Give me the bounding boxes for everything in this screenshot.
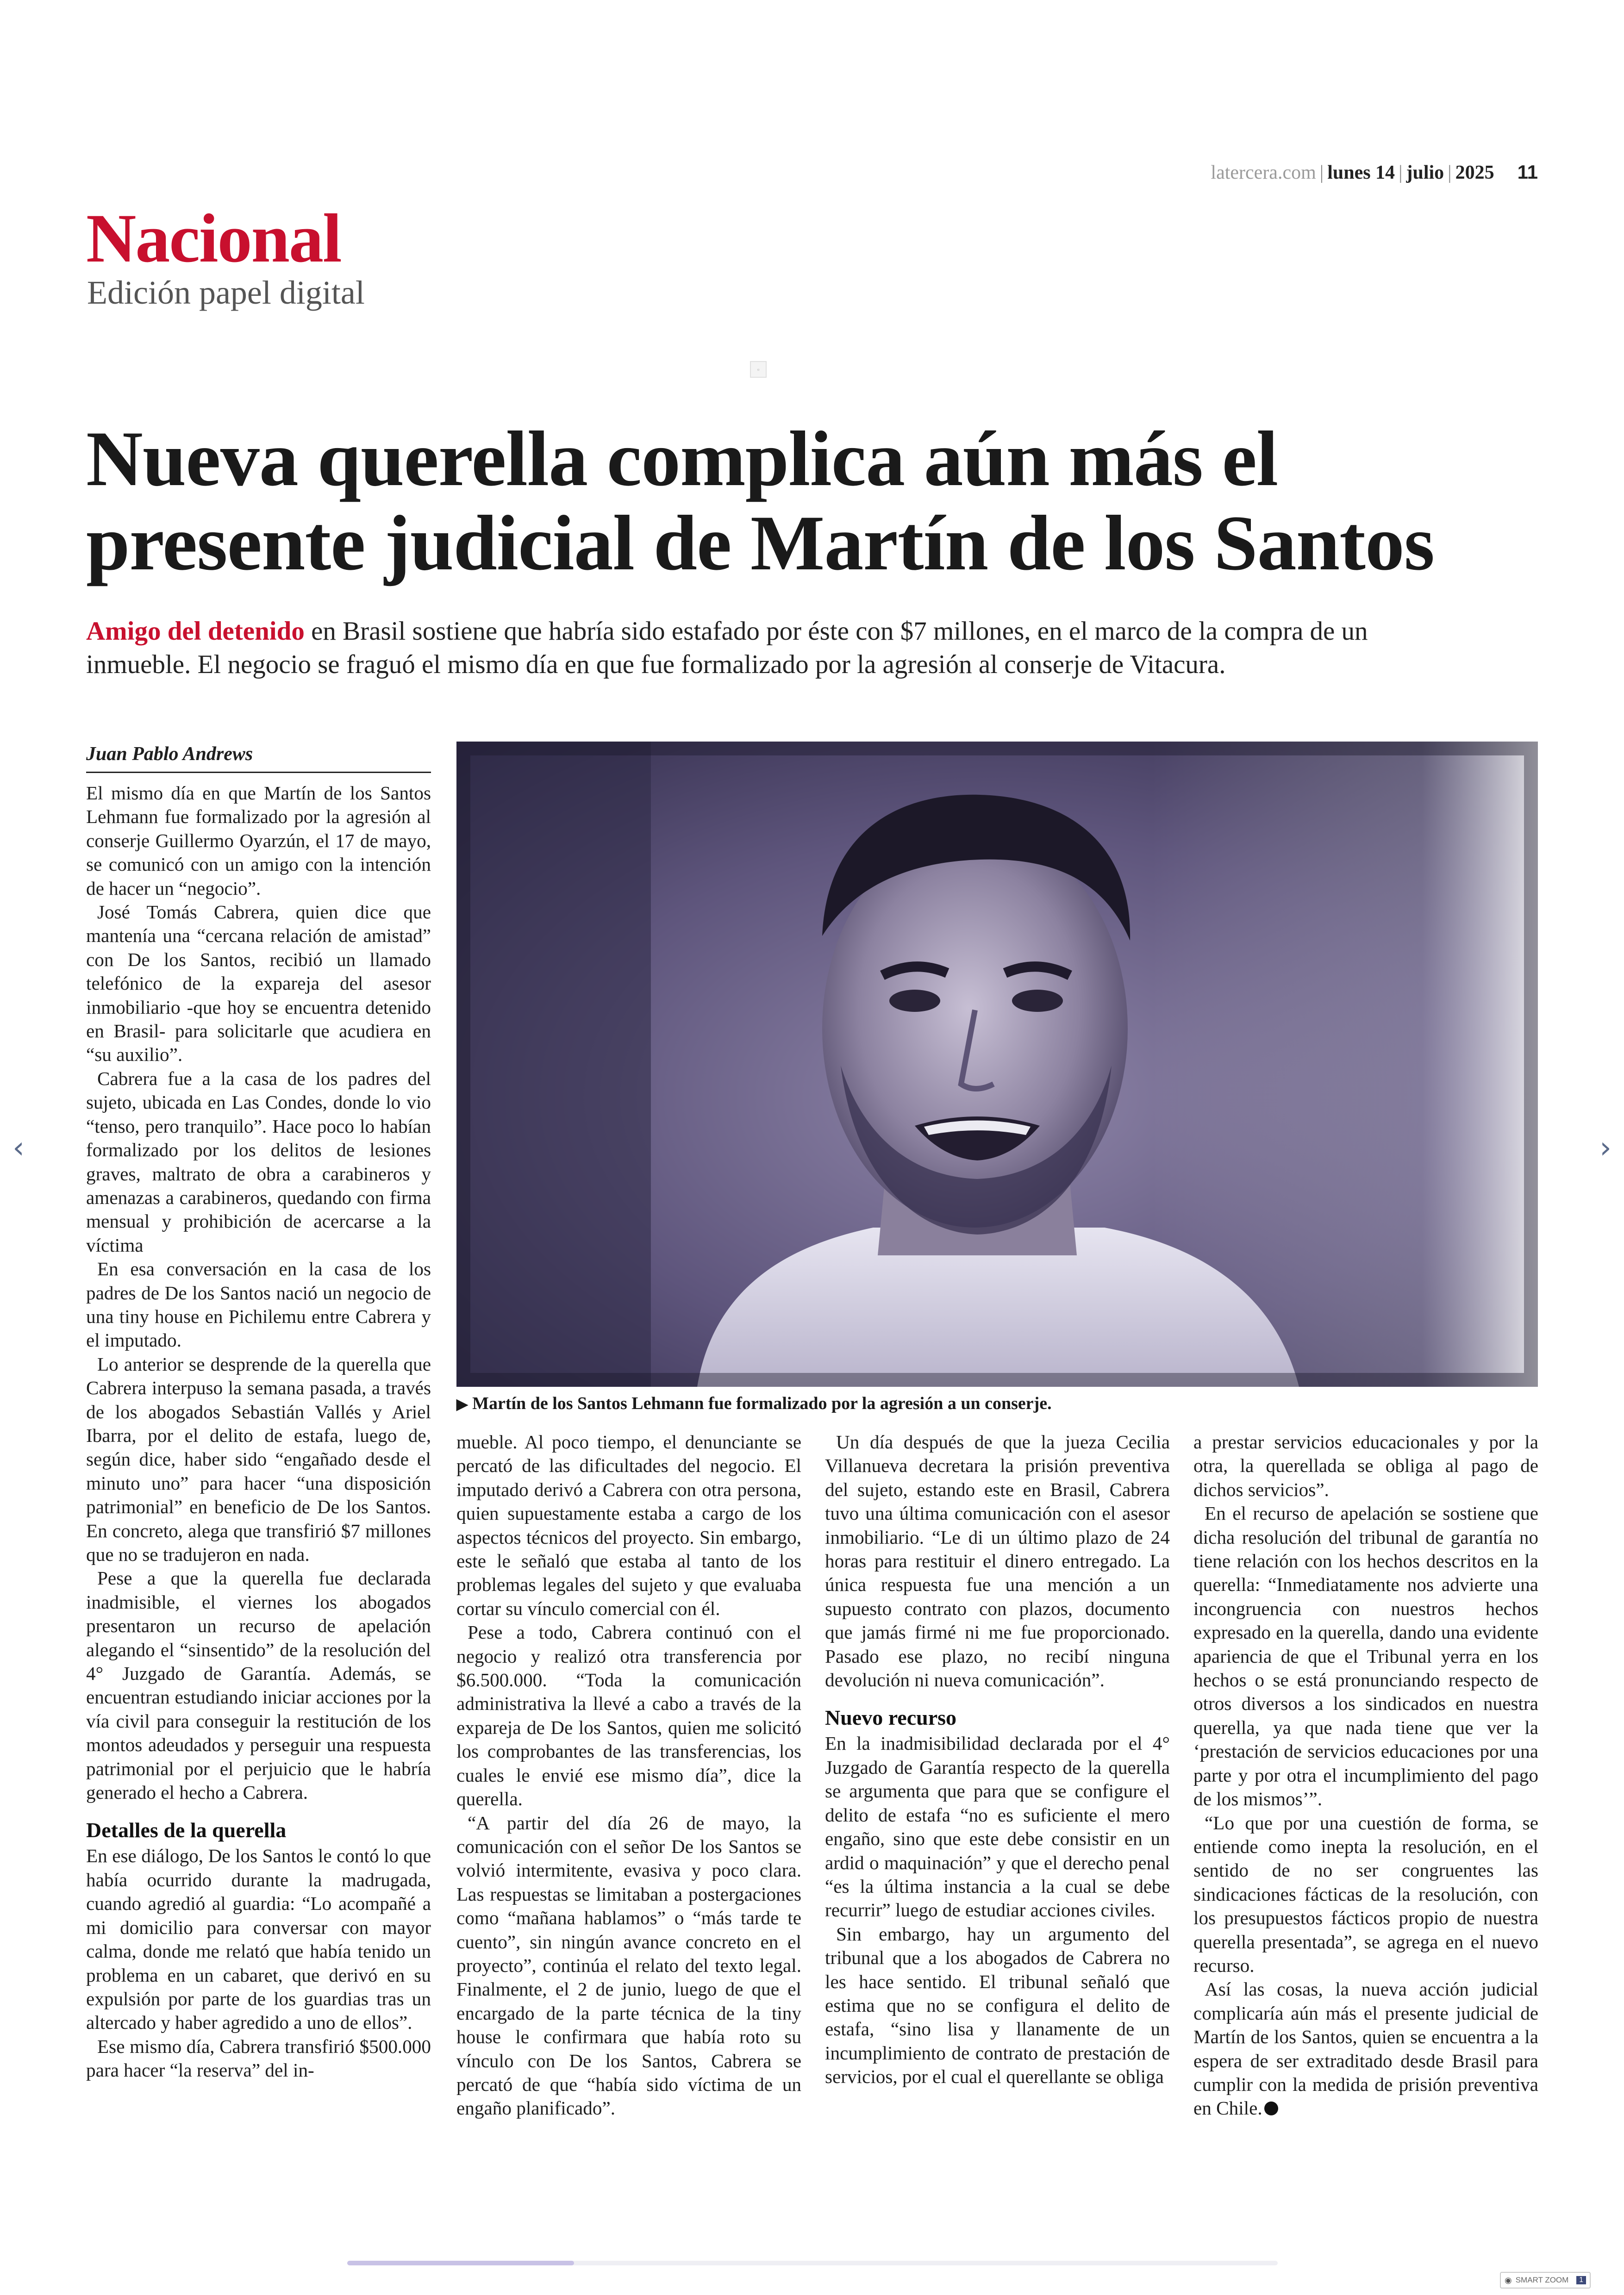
body-paragraph: En ese diálogo, De los Santos le contó lo que había ocurrido durante la madrugada, cuando agredió al guardia: “Lo acompañé a mi domicilio para conversar con mayor calma, donde me relató que había tenido un problema en un cabaret, que derivó en su expulsión por parte de los guardias tras un altercado y haber agredido a uno de ellos”. [86,1845,431,2033]
body-paragraph: “Lo que por una cuestión de forma, se entiende como inepta la resolución, en el sentido de no ser congruentes las sindicaciones fácticas de la resolución, con los presupuestos fácticos propio de nuestra querella presentada”, se agrega en el nuevo recurso. [1193,1812,1538,1976]
site-name: latercera.com [1211,162,1316,183]
body-paragraph: En el recurso de apelación se sostiene que dicha resolución del tribunal de garantía no tiene relación con los hechos descritos en la querella: “Inmediatamente nos advierte una incongruencia con nuestros hechos expresado en la querella, dando una evidente apariencia de que el Tribunal yerra en los hechos o se está pronunciando respecto de otros diversos a los sindicados en nuestra querella, ya que nada tiene que ver la ‘prestación de servicios educaciones por una parte y por otra el incumplimiento del pago de los mismos’”. [1193,1503,1538,1810]
page-number: 11 [1517,161,1538,183]
body-paragraph: El mismo día en que Martín de los Santos Lehmann fue formalizado por la agresión al conserje Guillermo Oyarzún, el 17 de mayo, se comunicó con un amigo con la intención de hacer un “negocio”. [86,782,431,899]
issue-year: 2025 [1455,162,1494,183]
issue-meta: latercera.com | lunes 14 | julio | 2025 11 [1211,161,1538,183]
byline: Juan Pablo Andrews [86,743,431,773]
body-paragraph: Un día después de que la jueza Cecilia Villanueva decretara la prisión preventiva del sujeto, estando este en Brasil, Cabrera tuvo una última comunicación con el asesor inmobiliario. “Le di un último plazo de 24 horas para restituir el dinero entregado. La única respuesta fue una mención a un supuesto contrato con plazos, documento que jamás firmé ni me fue proporcionado. Pasado ese plazo, no recibí ninguna devolución ni nueva comunicación”. [825,1431,1170,1691]
body-paragraph: José Tomás Cabrera, quien dice que mantenía una “cercana relación de amistad” con De los Santos, recibió un llamado telefónico de la expareja del asesor inmobiliario -que hoy se encuentra detenido en Brasil- para solicitarle que acudiera en “su auxilio”. [86,901,431,1066]
final-paragraph-text: Así las cosas, la nueva acción judicial complicaría aún más el presente judicial de Martín de los Santos, quien se encuentra a la espera de ser extraditado desde Brasil para cumplir con la medida de prisión preventiva en Chile. [1193,1978,1538,2119]
previous-page-icon[interactable]: ‹ [12,1131,25,1165]
ad-placeholder-icon: ▫ [750,361,767,378]
caption-triangle-icon: ▶ [456,1396,468,1412]
body-paragraph: Sin embargo, hay un argumento del tribunal que a los abogados de Cabrera no les hace sentido. El tribunal señaló que estima que no se configura el delito de estafa, “sino lisa y llanamente de un incumplimiento de contrato de prestación de servicios, por el cual el querellante se obliga [825,1923,1170,2088]
body-paragraph: En la inadmisibilidad declarada por el 4° Juzgado de Garantía respecto de la querella se argumenta que para que se configure el delito de estafa “no es suficiente el mero engaño, sino que este debe consistir en un ardid o maquinación” y que el derecho penal “es la última instancia a la cual se debe recurrir” luego de estudiar acciones civiles. [825,1733,1170,1921]
body-paragraph: a prestar servicios educacionales y por la otra, la querellada se obliga al pago de dichos servicios”. [1193,1431,1538,1500]
section-title: Nacional [86,200,341,277]
body-paragraph: Pese a que la querella fue declarada inadmisible, el viernes los abogados presentaron un recurso de apelación alegando el “sinsentido” de la resolución del 4° Juzgado de Garantía. Además, se encuentran estudiando iniciar acciones por la vía civil para conseguir la restitución de los montos adeudados y perseguir una respuesta patrimonial por el perjuicio que le habría generado el hecho a Cabrera. [86,1567,431,1803]
issue-day: lunes 14 [1327,162,1395,183]
page-scrollbar[interactable] [347,2261,1278,2265]
photo-caption [456,1393,1538,1414]
article-lede [86,615,1447,681]
smart-zoom-label: SMART ZOOM [1515,2276,1569,2284]
photo-portrait-illustration [456,742,1538,1387]
eye-icon: ◉ [1505,2275,1512,2285]
caption-text: Martín de los Santos Lehmann fue formalizado por la agresión a un conserje. [472,1394,1052,1413]
article-headline: Nueva querella complica aún más el presente judicial de Martín de los Santos [86,415,1435,586]
smart-zoom-button[interactable] [1500,2272,1591,2289]
body-paragraph: mueble. Al poco tiempo, el denunciante se percató de las dificultades del negocio. El imputado derivó a Cabrera con otra persona, quien supuestamente estaba a cargo de los aspectos técnicos del proyecto. Sin embargo, este le señaló que estaba al tanto de los problemas legales del sujeto y que evaluaba cortar su vínculo comercial con él. [456,1431,801,1619]
body-paragraph: “A partir del día 26 de mayo, la comunicación con el señor De los Santos se volvió intermitente, evasiva y poco clara. Las respuestas se limitaban a postergaciones como “mañana hablamos” o “más tarde te cuento”, sin ningún avance concreto en el proyecto”, continúa el relato del texto legal. Finalmente, el 2 de junio, luego de que el encargado de la parte técnica de la tiny house le confirmara que había roto su vínculo con De los Santos, Cabrera se percató de que “había sido víctima de un engaño planificado”. [456,1812,801,2119]
scrollbar-thumb[interactable] [347,2261,574,2265]
article-column-2 [456,1430,801,2120]
body-paragraph [1193,1977,1538,2120]
lede-kicker: Amigo del detenido [86,617,305,646]
subheading: Nuevo recurso [825,1706,957,1730]
section-subtitle: Edición papel digital [87,274,365,311]
lede-text: en Brasil sostiene que habría sido estafado por éste con $7 millones, en el marco de la compra de un inmueble. El negocio se fraguó el mismo día en que fue formalizado por la agresión al conserje de Vitacura. [86,617,1368,679]
body-paragraph: Ese mismo día, Cabrera transfirió $500.000 para hacer “la reserva” del in- [86,2035,431,2081]
body-paragraph: Cabrera fue a la casa de los padres del sujeto, ubicada en Las Condes, donde lo vio “tenso, pero tranquilo”. Hace poco lo habían formalizado por los delitos de lesiones graves, maltrato de obra a carabineros y amenazas a carabineros, quedando con firma mensual y prohibición de acercarse a la víctima [86,1067,431,1256]
article-column-1 [86,781,431,2083]
subheading: Detalles de la querella [86,1818,287,1842]
article-photo [456,742,1538,1387]
next-page-icon[interactable]: › [1599,1131,1612,1165]
body-paragraph: Lo anterior se desprende de la querella que Cabrera interpuso la semana pasada, a través de los abogados Sebastián Vallés y Ariel Ibarra, por el delito de estafa, luego de, según dice, haber sido “engañado desde el minuto uno” para hacer “una disposición patrimonial” en beneficio de De los Santos. En concreto, alega que transfirió $7 millones que no se tradujeron en nada. [86,1353,431,1565]
issue-month: julio [1406,162,1444,183]
smart-zoom-value: 1 [1576,2276,1586,2284]
article-column-3 [825,1430,1170,2089]
body-paragraph: En esa conversación en la casa de los padres de De los Santos nació un negocio de una tiny house en Pichilemu entre Cabrera y el imputado. [86,1258,431,1351]
article-column-4 [1193,1430,1538,2120]
end-of-article-icon [1264,2102,1278,2115]
body-paragraph: Pese a todo, Cabrera continuó con el negocio y realizó otra transferencia por $6.500.000. “Toda la comunicación administrativa la llevé a cabo a través de la expareja de De los Santos, quien me solicitó los comprobantes de las transferencias, los cuales le envié ese mismo día”, dice la querella. [456,1621,801,1810]
